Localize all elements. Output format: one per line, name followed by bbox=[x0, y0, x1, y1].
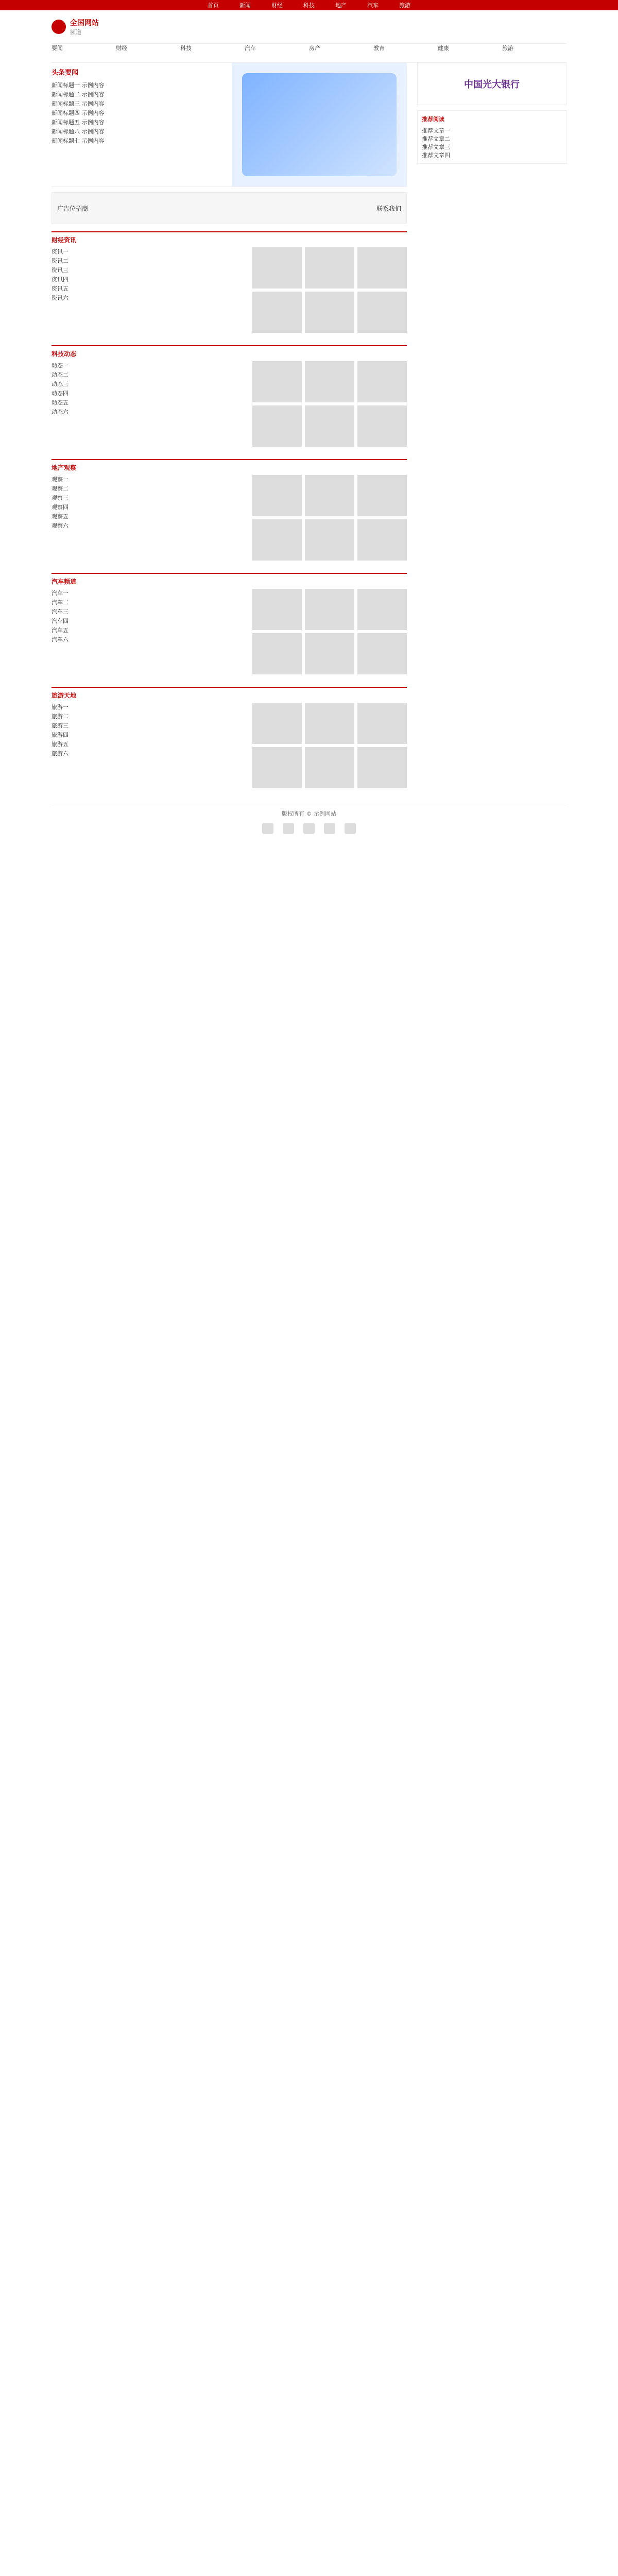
section-item[interactable]: 汽车五 bbox=[52, 627, 68, 634]
section-list bbox=[52, 247, 247, 333]
section-list bbox=[52, 589, 247, 674]
thumbnail[interactable] bbox=[252, 633, 302, 674]
thumbnail[interactable] bbox=[252, 247, 302, 289]
top-nav-item[interactable]: 新闻 bbox=[239, 2, 251, 9]
section-item[interactable]: 旅游一 bbox=[52, 704, 68, 710]
section bbox=[52, 231, 407, 338]
thumbnail[interactable] bbox=[305, 519, 354, 561]
footer-icon bbox=[303, 823, 315, 834]
section-item[interactable]: 汽车一 bbox=[52, 590, 68, 597]
section-title: 财经资讯 bbox=[52, 236, 77, 244]
thumbnail[interactable] bbox=[357, 747, 407, 788]
thumbnail[interactable] bbox=[305, 633, 354, 674]
thumbnail[interactable] bbox=[357, 405, 407, 447]
right-box-item[interactable]: 推荐文章四 bbox=[422, 152, 450, 159]
hero-section bbox=[52, 63, 407, 187]
section-item[interactable]: 动态一 bbox=[52, 362, 68, 369]
thumbnail[interactable] bbox=[252, 589, 302, 630]
hero-item[interactable]: 新闻标题六 示例内容 bbox=[52, 128, 105, 135]
thumbnail[interactable] bbox=[305, 475, 354, 516]
hero-image bbox=[232, 63, 407, 187]
right-box-item[interactable]: 推荐文章一 bbox=[422, 127, 450, 134]
banner-left: 广告位招商 bbox=[57, 205, 89, 212]
thumbnail[interactable] bbox=[252, 361, 302, 402]
section-item[interactable]: 观察二 bbox=[52, 485, 68, 492]
hero-item[interactable]: 新闻标题五 示例内容 bbox=[52, 119, 105, 126]
right-column bbox=[412, 63, 566, 793]
section-body bbox=[52, 361, 407, 452]
right-box-item[interactable]: 推荐文章二 bbox=[422, 135, 450, 142]
thumbnail[interactable] bbox=[252, 475, 302, 516]
main-column bbox=[52, 63, 412, 793]
footer-text: 版权所有 © 示例网站 bbox=[282, 810, 336, 817]
page-wrap bbox=[52, 63, 566, 793]
subnav bbox=[52, 44, 566, 63]
header bbox=[52, 10, 566, 44]
section-body bbox=[52, 475, 407, 566]
top-nav-item[interactable]: 科技 bbox=[303, 2, 315, 9]
top-nav-item[interactable]: 首页 bbox=[208, 2, 219, 9]
section-list bbox=[52, 703, 247, 788]
section-item[interactable]: 汽车四 bbox=[52, 618, 68, 624]
section-title: 科技动态 bbox=[52, 350, 77, 358]
banner-right: 联系我们 bbox=[376, 205, 401, 212]
section-item[interactable]: 汽车二 bbox=[52, 599, 68, 606]
section-body bbox=[52, 589, 407, 680]
section-item[interactable]: 观察五 bbox=[52, 513, 68, 520]
section bbox=[52, 573, 407, 680]
top-nav-item[interactable]: 财经 bbox=[271, 2, 283, 9]
section-item[interactable]: 资讯六 bbox=[52, 295, 68, 301]
section-item[interactable]: 动态二 bbox=[52, 371, 68, 378]
logo-text: 全国网站 bbox=[70, 19, 99, 27]
section-title: 汽车频道 bbox=[52, 578, 77, 585]
section-item[interactable]: 旅游六 bbox=[52, 750, 68, 757]
bank-ad[interactable]: 中国光大银行 bbox=[417, 63, 566, 105]
thumbnail[interactable] bbox=[357, 247, 407, 289]
section-list bbox=[52, 361, 247, 447]
logo-icon bbox=[52, 20, 66, 34]
section-item[interactable]: 资讯五 bbox=[52, 285, 68, 292]
thumbnail[interactable] bbox=[252, 292, 302, 333]
section-title: 旅游天地 bbox=[52, 692, 77, 699]
thumbnail[interactable] bbox=[252, 747, 302, 788]
section bbox=[52, 459, 407, 566]
section bbox=[52, 687, 407, 793]
thumbs bbox=[252, 589, 407, 674]
thumbs bbox=[252, 247, 407, 333]
section-item[interactable]: 旅游五 bbox=[52, 741, 68, 748]
footer bbox=[52, 804, 566, 839]
section-list bbox=[52, 475, 247, 561]
section-item[interactable]: 资讯二 bbox=[52, 258, 68, 264]
thumbs bbox=[252, 703, 407, 788]
section-item[interactable]: 旅游四 bbox=[52, 732, 68, 738]
section-item[interactable]: 动态四 bbox=[52, 390, 68, 397]
hero-left bbox=[52, 63, 232, 187]
top-nav-item[interactable]: 地产 bbox=[335, 2, 347, 9]
thumbnail[interactable] bbox=[305, 589, 354, 630]
top-nav-item[interactable]: 汽车 bbox=[367, 2, 379, 9]
section-item[interactable]: 观察六 bbox=[52, 522, 68, 529]
section-item[interactable]: 旅游二 bbox=[52, 713, 68, 720]
footer-icon bbox=[262, 823, 273, 834]
thumbnail[interactable] bbox=[357, 361, 407, 402]
subnav-item[interactable]: 房产 bbox=[309, 45, 320, 52]
thumbnail[interactable] bbox=[357, 703, 407, 744]
section bbox=[52, 345, 407, 452]
hero-item[interactable]: 新闻标题七 示例内容 bbox=[52, 138, 105, 144]
section-item[interactable]: 动态三 bbox=[52, 381, 68, 387]
footer-icon bbox=[324, 823, 335, 834]
subnav-item[interactable]: 旅游 bbox=[502, 45, 513, 52]
thumbnail[interactable] bbox=[252, 703, 302, 744]
right-box bbox=[417, 110, 566, 164]
footer-icons bbox=[52, 823, 566, 834]
thumbnail[interactable] bbox=[305, 703, 354, 744]
right-box-item[interactable]: 推荐文章三 bbox=[422, 144, 450, 150]
top-nav-item[interactable]: 旅游 bbox=[399, 2, 410, 9]
subnav-item[interactable]: 科技 bbox=[180, 45, 192, 52]
thumbnail[interactable] bbox=[357, 633, 407, 674]
section-item[interactable]: 观察一 bbox=[52, 476, 68, 483]
hero-list bbox=[52, 81, 232, 146]
hero-item[interactable]: 新闻标题四 示例内容 bbox=[52, 110, 105, 116]
thumbnail[interactable] bbox=[357, 589, 407, 630]
banner-ad[interactable] bbox=[52, 192, 407, 224]
thumbnail[interactable] bbox=[305, 361, 354, 402]
thumbnail[interactable] bbox=[357, 519, 407, 561]
thumbnail[interactable] bbox=[305, 247, 354, 289]
thumbnail[interactable] bbox=[357, 292, 407, 333]
subnav-item[interactable]: 健康 bbox=[438, 45, 449, 52]
subnav-item[interactable]: 要闻 bbox=[52, 45, 63, 52]
subnav-item[interactable]: 教育 bbox=[373, 45, 385, 52]
section-title: 地产观察 bbox=[52, 464, 77, 471]
thumbnail[interactable] bbox=[305, 292, 354, 333]
right-box-title: 推荐阅读 bbox=[422, 116, 444, 123]
hero-item[interactable]: 新闻标题三 示例内容 bbox=[52, 100, 105, 107]
section-body bbox=[52, 703, 407, 793]
section-item[interactable]: 汽车三 bbox=[52, 608, 68, 615]
thumbnail[interactable] bbox=[305, 747, 354, 788]
thumbnail[interactable] bbox=[305, 405, 354, 447]
site-subtitle: 频道 bbox=[70, 29, 81, 36]
section-item[interactable]: 动态六 bbox=[52, 409, 68, 415]
section-item[interactable]: 资讯一 bbox=[52, 248, 68, 255]
footer-icon bbox=[283, 823, 294, 834]
section-item[interactable]: 旅游三 bbox=[52, 722, 68, 729]
hero-title: 头条要闻 bbox=[52, 69, 79, 77]
section-item[interactable]: 观察四 bbox=[52, 504, 68, 511]
subnav-item[interactable]: 财经 bbox=[116, 45, 127, 52]
thumbs bbox=[252, 475, 407, 561]
thumbs bbox=[252, 361, 407, 447]
section-body bbox=[52, 247, 407, 338]
section-item[interactable]: 资讯四 bbox=[52, 276, 68, 283]
subnav-item[interactable]: 汽车 bbox=[245, 45, 256, 52]
section-item[interactable]: 动态五 bbox=[52, 399, 68, 406]
thumbnail[interactable] bbox=[252, 405, 302, 447]
thumbnail[interactable] bbox=[252, 519, 302, 561]
section-item[interactable]: 观察三 bbox=[52, 495, 68, 501]
top-nav bbox=[0, 0, 618, 10]
hero-item[interactable]: 新闻标题一 示例内容 bbox=[52, 82, 105, 89]
section-item[interactable]: 汽车六 bbox=[52, 636, 68, 643]
hero-item[interactable]: 新闻标题二 示例内容 bbox=[52, 91, 105, 98]
footer-icon bbox=[345, 823, 356, 834]
section-item[interactable]: 资讯三 bbox=[52, 267, 68, 274]
thumbnail[interactable] bbox=[357, 475, 407, 516]
